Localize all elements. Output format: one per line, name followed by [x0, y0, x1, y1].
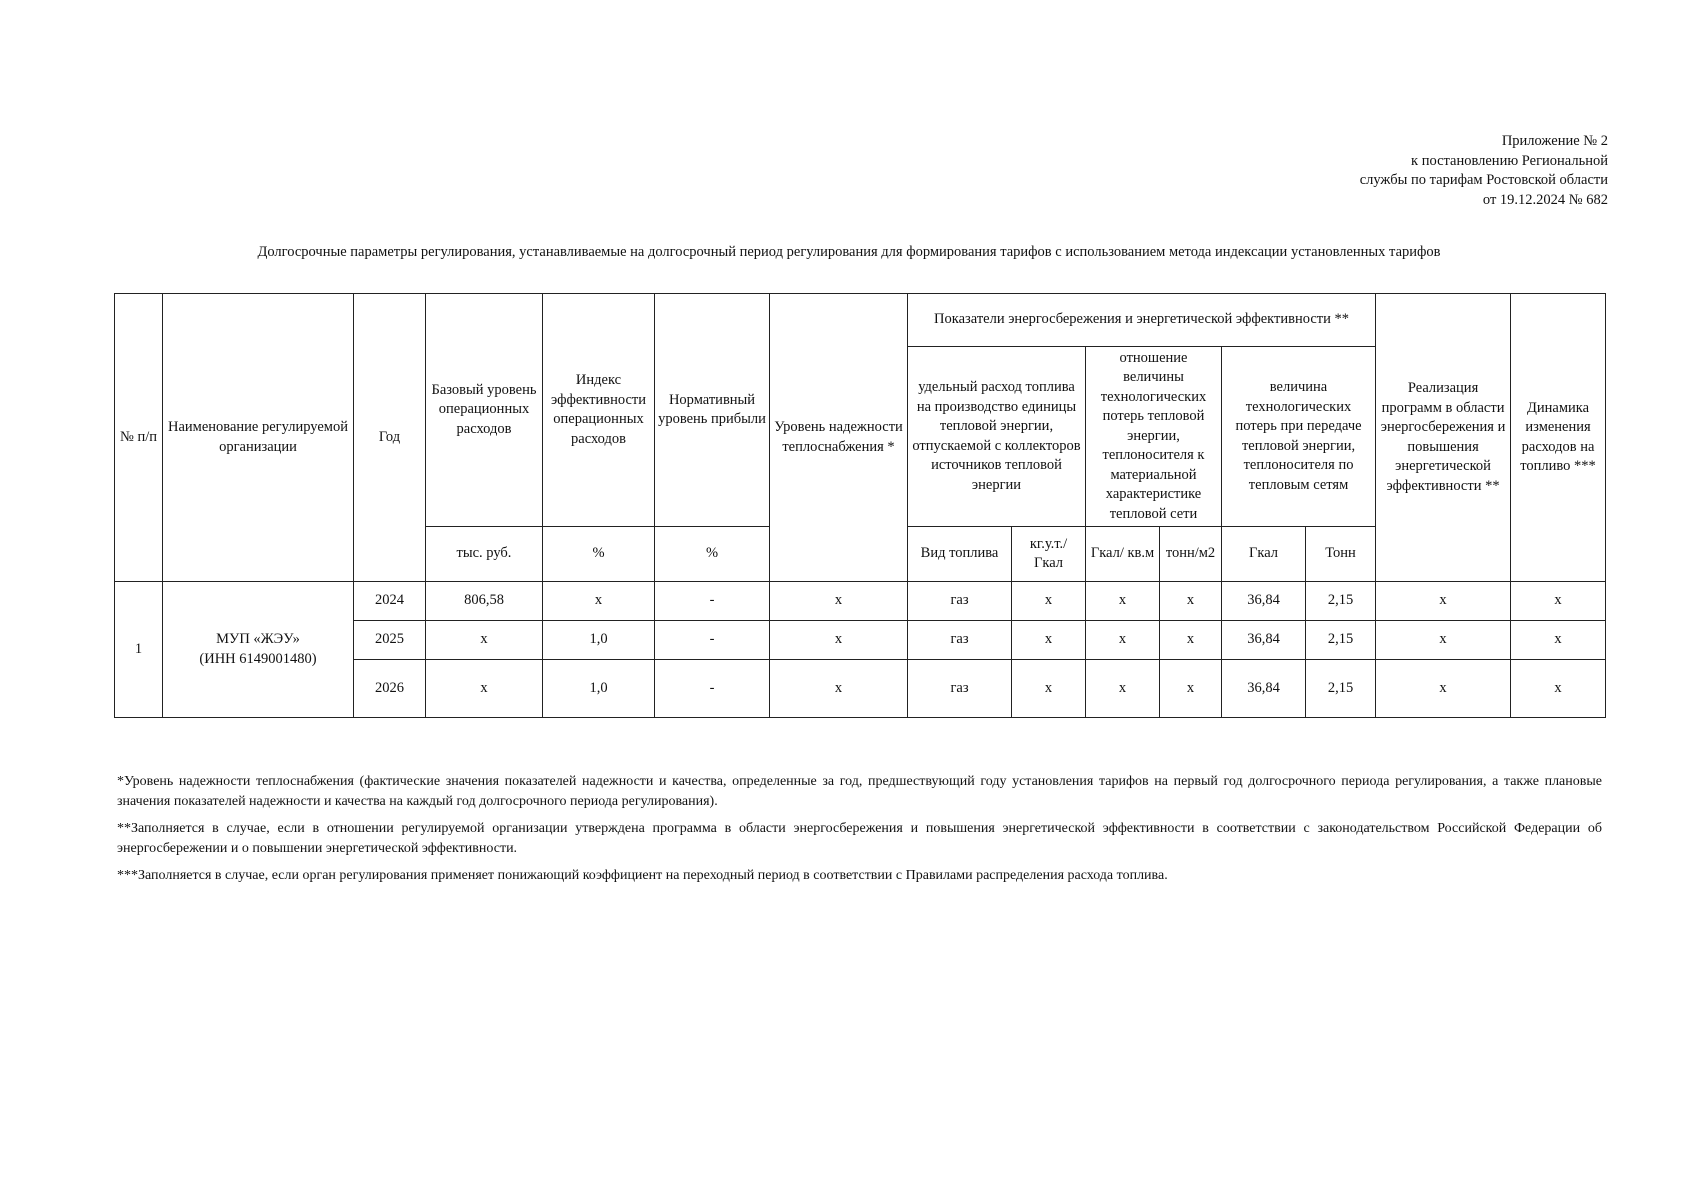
- cell-fuel-type: газ: [908, 582, 1012, 621]
- cell-ton-m2: x: [1160, 660, 1222, 718]
- document-title: Долгосрочные параметры регулирования, устанавливаемые на долгосрочный период регулирования для формирования тарифов с использованием метода индексации установленных тарифов: [257, 244, 1441, 260]
- unit-base: тыс. руб.: [426, 527, 543, 582]
- cell-fuel-dynamics: x: [1511, 621, 1606, 660]
- org-inn: (ИНН 6149001480): [199, 650, 317, 667]
- org-name: МУП «ЖЭУ»: [216, 631, 300, 647]
- cell-fuel-type: газ: [908, 660, 1012, 718]
- appendix-line-2: к постановлению Региональной: [1411, 152, 1608, 169]
- cell-ton: 2,15: [1306, 582, 1376, 621]
- header-profit-level: Нормативный уровень прибыли: [655, 294, 770, 527]
- header-efficiency-index: Индекс эффективности операционных расходов: [543, 294, 655, 527]
- appendix-line-3: службы по тарифам Ростовской области: [1359, 172, 1608, 188]
- cell-year: 2024: [354, 582, 426, 621]
- cell-fuel-type: газ: [908, 621, 1012, 660]
- parameters-table: [114, 293, 1606, 718]
- footnotes: [117, 772, 1602, 894]
- footnote-reliability: *Уровень надежности теплоснабжения (фактические значения показателей надежности и качества, определенные за год, предшествующий году установления тарифов на первый год долгосрочного периода регулирования, а также плановые значения показателей надежности и качества на каждый год долгосрочного периода регулирования).: [117, 774, 1602, 809]
- cell-kgut: x: [1012, 660, 1086, 718]
- cell-gcal: 36,84: [1222, 582, 1306, 621]
- cell-gcal: 36,84: [1222, 660, 1306, 718]
- header-year: Год: [354, 294, 426, 582]
- cell-kgut: x: [1012, 582, 1086, 621]
- header-programs: Реализация программ в области энергосбережения и повышения энергетической эффективности **: [1376, 294, 1511, 582]
- cell-profit: -: [655, 621, 770, 660]
- cell-reliability: x: [770, 660, 908, 718]
- header-loss-ratio: отношение величины технологических потерь тепловой энергии, теплоносителя к материальной характеристике тепловой сети: [1086, 347, 1222, 527]
- unit-ton-m2: тонн/м2: [1160, 527, 1222, 582]
- unit-kgut: кг.у.т./ Гкал: [1012, 527, 1086, 582]
- header-fuel-dynamics: Динамика изменения расходов на топливо ***: [1511, 294, 1606, 582]
- org-number: 1: [115, 582, 163, 718]
- appendix-line-1: Приложение № 2: [1501, 133, 1608, 149]
- cell-efficiency-index: 1,0: [543, 621, 655, 660]
- cell-efficiency-index: 1,0: [543, 660, 655, 718]
- cell-base-opex: x: [426, 621, 543, 660]
- unit-gcal: Гкал: [1222, 527, 1306, 582]
- cell-fuel-dynamics: x: [1511, 660, 1606, 718]
- header-base-opex: Базовый уровень операционных расходов: [426, 294, 543, 527]
- cell-reliability: x: [770, 582, 908, 621]
- cell-gcal-m2: x: [1086, 582, 1160, 621]
- cell-base-opex: 806,58: [426, 582, 543, 621]
- cell-fuel-dynamics: x: [1511, 582, 1606, 621]
- unit-ton: Тонн: [1306, 527, 1376, 582]
- header-organization: Наименование регулируемой организации: [163, 294, 354, 582]
- header-reliability: Уровень надежности теплоснабжения *: [770, 294, 908, 582]
- cell-reliability: x: [770, 621, 908, 660]
- header-loss-value: величина технологических потерь при передаче тепловой энергии, теплоносителя по тепловым сетям: [1222, 347, 1376, 527]
- appendix-line-4: от 19.12.2024 № 682: [1482, 191, 1608, 208]
- footnote-energy-program: **Заполняется в случае, если в отношении регулируемой организации утверждена программа в области энергосбережения и повышения энергетической эффективности в соответствии с законодательством Российской Федерации об энергосбережении и о повышении энергетической эффективности.: [117, 821, 1602, 856]
- cell-efficiency-index: x: [543, 582, 655, 621]
- cell-profit: -: [655, 582, 770, 621]
- unit-fuel-type: Вид топлива: [908, 527, 1012, 582]
- unit-gcal-m2: Гкал/ кв.м: [1086, 527, 1160, 582]
- cell-ton-m2: x: [1160, 621, 1222, 660]
- cell-base-opex: x: [426, 660, 543, 718]
- cell-gcal-m2: x: [1086, 660, 1160, 718]
- cell-programs: x: [1376, 621, 1511, 660]
- header-energy-saving-group: Показатели энергосбережения и энергетической эффективности **: [908, 294, 1376, 347]
- cell-programs: x: [1376, 660, 1511, 718]
- cell-gcal: 36,84: [1222, 621, 1306, 660]
- unit-profit: %: [655, 527, 770, 582]
- header-fuel-rate: удельный расход топлива на производство единицы тепловой энергии, отпускаемой с коллекторов источников тепловой энергии: [908, 347, 1086, 527]
- cell-year: 2025: [354, 621, 426, 660]
- cell-ton-m2: x: [1160, 582, 1222, 621]
- appendix-header: [1048, 132, 1608, 210]
- footnote-fuel-dynamics: ***Заполняется в случае, если орган регулирования применяет понижающий коэффициент на переходный период в соответствии с Правилами распределения расхода топлива.: [117, 868, 1168, 883]
- cell-year: 2026: [354, 660, 426, 718]
- header-num: № п/п: [115, 294, 163, 582]
- cell-ton: 2,15: [1306, 660, 1376, 718]
- table-row: [115, 582, 1606, 621]
- unit-index: %: [543, 527, 655, 582]
- cell-ton: 2,15: [1306, 621, 1376, 660]
- cell-profit: -: [655, 660, 770, 718]
- org-name-cell: [163, 582, 354, 718]
- cell-kgut: x: [1012, 621, 1086, 660]
- cell-gcal-m2: x: [1086, 621, 1160, 660]
- cell-programs: x: [1376, 582, 1511, 621]
